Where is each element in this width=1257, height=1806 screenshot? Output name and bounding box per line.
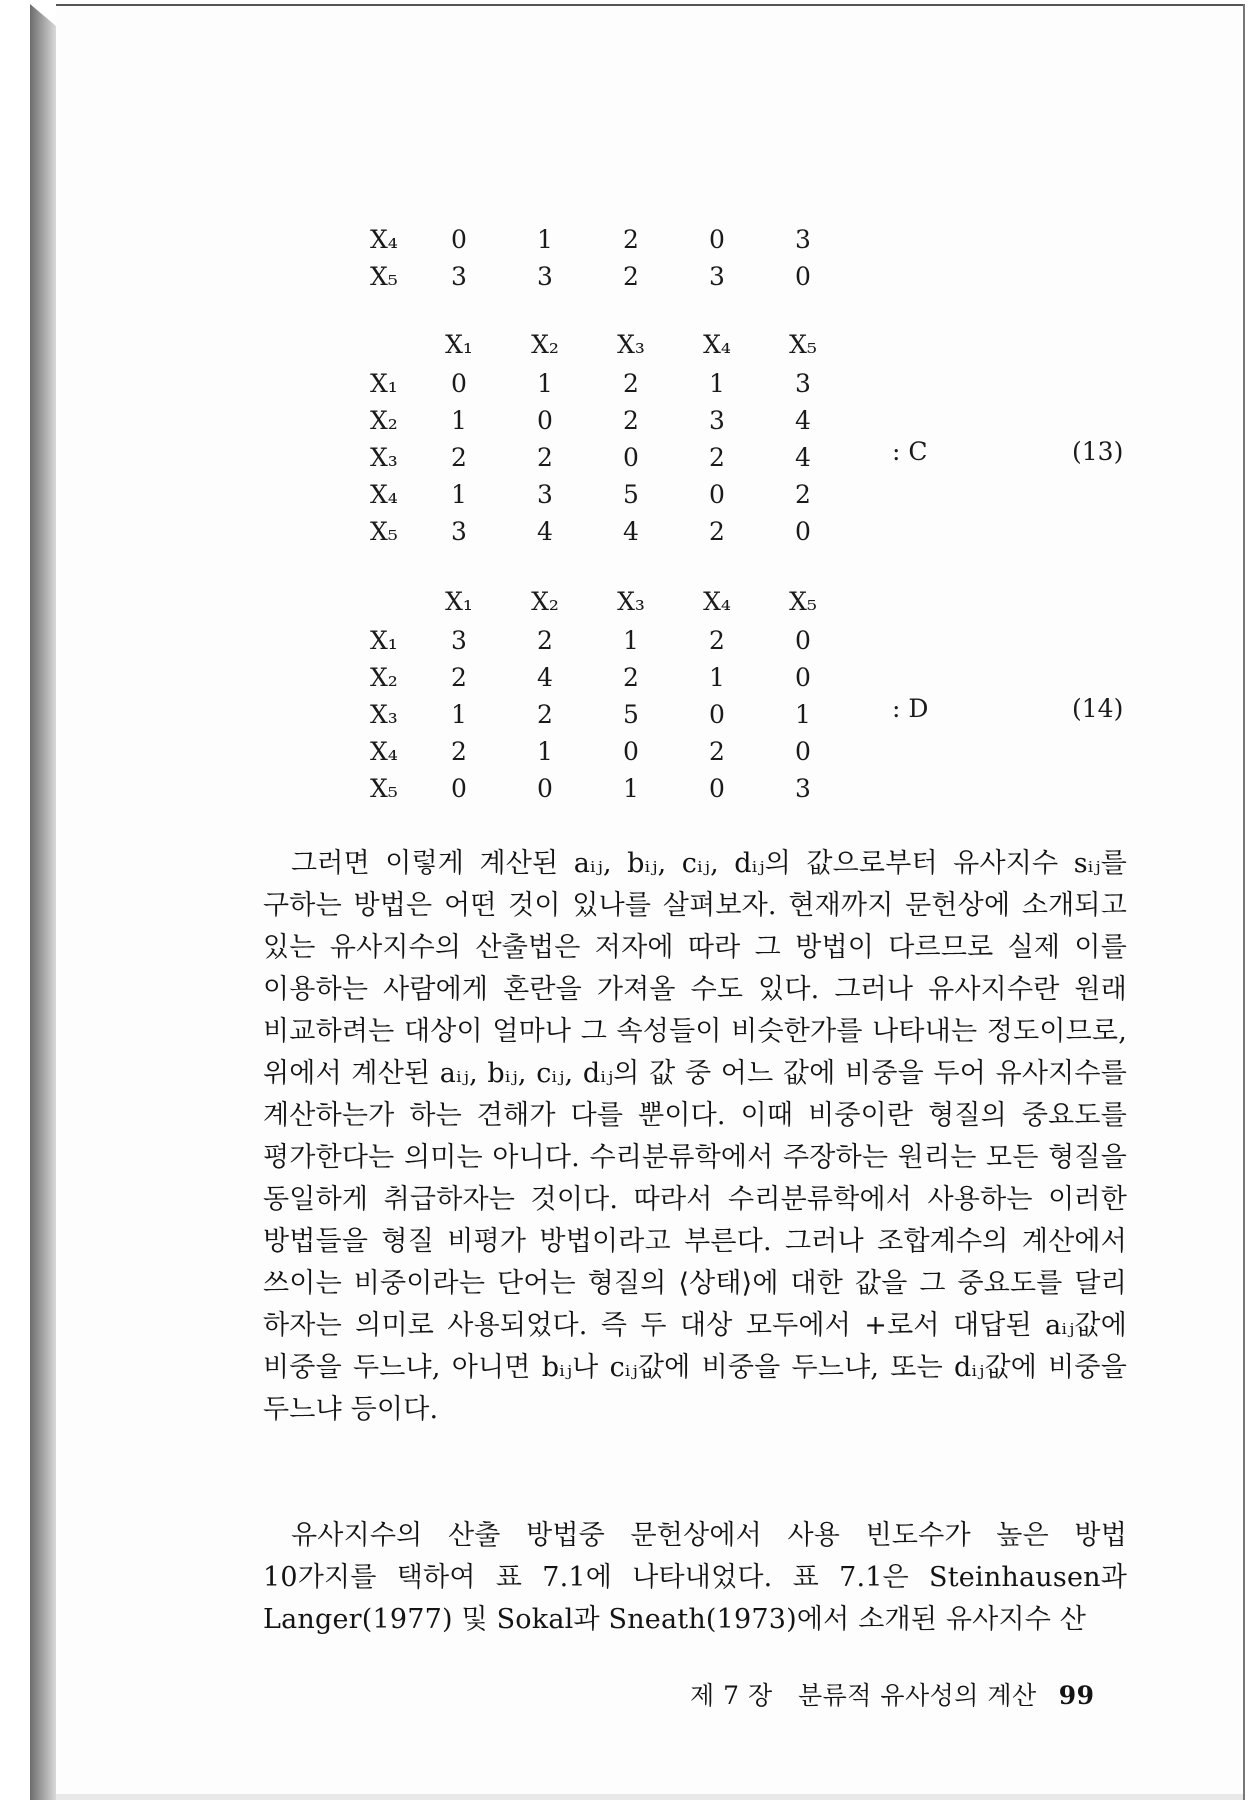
matrix-cell: 0: [709, 225, 725, 254]
matrix-cell: 1: [451, 406, 467, 435]
matrix-cell: 2: [537, 700, 553, 729]
matrix-row: [356, 733, 846, 770]
matrix-cell: 2: [623, 406, 639, 435]
matrix-cell: 1: [537, 225, 553, 254]
matrix-row: [356, 659, 846, 696]
equation-number-13: (13): [1072, 437, 1124, 466]
matrix-cell: 1: [623, 774, 639, 803]
matrix-c-label: : C: [892, 437, 928, 466]
matrix-cell: 4: [795, 406, 811, 435]
matrix-cell: 0: [795, 626, 811, 655]
matrix-cell: 1: [709, 663, 725, 692]
row-label: X₃: [370, 443, 398, 472]
column-header: X₂: [531, 586, 559, 616]
matrix-cell: 3: [709, 406, 725, 435]
row-label: X₅: [370, 774, 398, 803]
matrix-row: [356, 476, 846, 513]
matrix-row: [356, 622, 846, 659]
matrix-cell: 0: [623, 443, 639, 472]
row-label: X₃: [370, 700, 398, 729]
matrix-cell: 0: [795, 517, 811, 546]
matrix-cell: 1: [537, 369, 553, 398]
row-label: X₅: [370, 262, 398, 291]
column-header: X₄: [703, 586, 731, 616]
column-header: X₅: [789, 329, 817, 359]
matrix-cell: 2: [623, 225, 639, 254]
matrix-cell: 4: [537, 517, 553, 546]
matrix-c: [356, 323, 846, 550]
column-header: X₃: [617, 329, 645, 359]
matrix-b-continuation: [356, 221, 846, 295]
matrix-row: [356, 258, 846, 295]
matrix-cell: 0: [795, 663, 811, 692]
matrix-cell: 3: [709, 262, 725, 291]
matrix-cell: 3: [451, 262, 467, 291]
matrix-cell: 3: [537, 480, 553, 509]
row-label: X₂: [370, 663, 398, 692]
matrix-cell: 1: [537, 737, 553, 766]
matrix-cell: 2: [623, 369, 639, 398]
matrix-header-row: [356, 580, 846, 622]
matrix-row: [356, 402, 846, 439]
matrix-cell: 2: [451, 443, 467, 472]
matrix-cell: 2: [795, 480, 811, 509]
matrix-row: [356, 221, 846, 258]
matrix-row: [356, 513, 846, 550]
matrix-cell: 0: [709, 700, 725, 729]
row-label: X₁: [370, 626, 398, 655]
matrix-cell: 4: [623, 517, 639, 546]
paragraph-similarity-index: 그러면 이렇게 계산된 aᵢⱼ, bᵢⱼ, cᵢⱼ, dᵢⱼ의 값으로부터 유사지수 sᵢⱼ를 구하는 방법은 어떤 것이 있나를 살펴보자. 현재까지 문헌상에 소개되고 있는 유사지수의 산출법은 저자에 따라 그 방법이 다르므로 실제 이를 이용하는 사람에게 혼란을 가져올 수도 있다. 그러나 유사지수란 원래 비교하려는 대상이 얼마나 그 속성들이 비슷한가를 나타내는 정도이므로, 위에서 계산된 aᵢⱼ, bᵢⱼ, cᵢⱼ, dᵢⱼ의 값 중 어느 값에 비중을 두어 유사지수를 계산하는가 하는 견해가 다를 뿐이다. 이때 비중이란 형질의 중요도를 평가한다는 의미는 아니다. 수리분류학에서 주장하는 원리는 모든 형질을 동일하게 취급하자는 것이다. 따라서 수리분류학에서 사용하는 이러한 방법들을 형질 비평가 방법이라고 부른다. 그러나 조합계수의 계산에서 쓰이는 비중이라는 단어는 형질의 ⟨상태⟩에 대한 값을 그 중요도를 달리 하자는 의미로 사용되었다. 즉 두 대상 모두에서 +로서 대답된 aᵢⱼ값에 비중을 두느냐, 아니면 bᵢⱼ나 cᵢⱼ값에 비중을 두느냐, 또는 dᵢⱼ값에 비중을 두느냐 등이다.: [263, 848, 1127, 1425]
matrix-cell: 2: [537, 626, 553, 655]
matrix-row: [356, 696, 846, 733]
page-footer: [690, 1676, 1094, 1712]
chapter-title: 제 7 장 분류적 유사성의 계산: [690, 1681, 1037, 1710]
equation-number-14: (14): [1072, 694, 1124, 723]
matrix-cell: 2: [623, 663, 639, 692]
matrix-cell: 0: [537, 774, 553, 803]
page-number: 99: [1058, 1681, 1095, 1710]
matrix-cell: 0: [537, 406, 553, 435]
matrix-cell: 0: [709, 774, 725, 803]
matrix-cell: 0: [451, 369, 467, 398]
matrix-cell: 5: [623, 480, 639, 509]
matrix-cell: 2: [451, 737, 467, 766]
matrix-cell: 0: [451, 225, 467, 254]
matrix-cell: 2: [709, 626, 725, 655]
book-spine: [30, 4, 56, 1800]
matrix-cell: 0: [795, 737, 811, 766]
matrix-cell: 2: [709, 517, 725, 546]
matrix-cell: 2: [451, 663, 467, 692]
matrix-row: [356, 770, 846, 807]
matrix-cell: 1: [709, 369, 725, 398]
matrix-cell: 4: [795, 443, 811, 472]
column-header: X₅: [789, 586, 817, 616]
spine-corner: [30, 4, 56, 26]
matrix-cell: 2: [623, 262, 639, 291]
matrix-cell: 3: [795, 225, 811, 254]
row-label: X₄: [370, 737, 398, 766]
matrix-cell: 0: [451, 774, 467, 803]
row-label: X₄: [370, 480, 398, 509]
matrix-cell: 2: [537, 443, 553, 472]
matrix-header-row: [356, 323, 846, 365]
paragraph-table-reference: 유사지수의 산출 방법중 문헌상에서 사용 빈도수가 높은 방법 10가지를 택하여 표 7.1에 나타내었다. 표 7.1은 Steinhausen과 Langer(1977) 및 Sokal과 Sneath(1973)에서 소개된 유사지수 산: [263, 1520, 1127, 1635]
matrix-cell: 0: [709, 480, 725, 509]
column-header: X₂: [531, 329, 559, 359]
matrix-cell: 3: [537, 262, 553, 291]
matrix-cell: 1: [795, 700, 811, 729]
matrix-row: [356, 439, 846, 476]
matrix-cell: 0: [795, 262, 811, 291]
matrix-cell: 4: [537, 663, 553, 692]
matrix-cell: 2: [709, 737, 725, 766]
matrix-cell: 3: [451, 626, 467, 655]
matrix-d: [356, 580, 846, 807]
row-label: X₄: [370, 225, 398, 254]
matrix-d-label: : D: [892, 694, 929, 723]
page-edge: [1243, 4, 1245, 1800]
matrix-row: [356, 365, 846, 402]
matrix-cell: 2: [709, 443, 725, 472]
column-header: X₄: [703, 329, 731, 359]
row-label: X₅: [370, 517, 398, 546]
row-label: X₂: [370, 406, 398, 435]
matrix-cell: 3: [795, 369, 811, 398]
row-label: X₁: [370, 369, 398, 398]
column-header: X₁: [445, 329, 473, 359]
column-header: X₃: [617, 586, 645, 616]
column-header: X₁: [445, 586, 473, 616]
page-bottom-shadow: [56, 1794, 1243, 1800]
matrix-cell: 3: [795, 774, 811, 803]
matrix-cell: 3: [451, 517, 467, 546]
matrix-cell: 1: [451, 700, 467, 729]
matrix-cell: 5: [623, 700, 639, 729]
matrix-cell: 1: [451, 480, 467, 509]
matrix-cell: 0: [623, 737, 639, 766]
matrix-cell: 1: [623, 626, 639, 655]
